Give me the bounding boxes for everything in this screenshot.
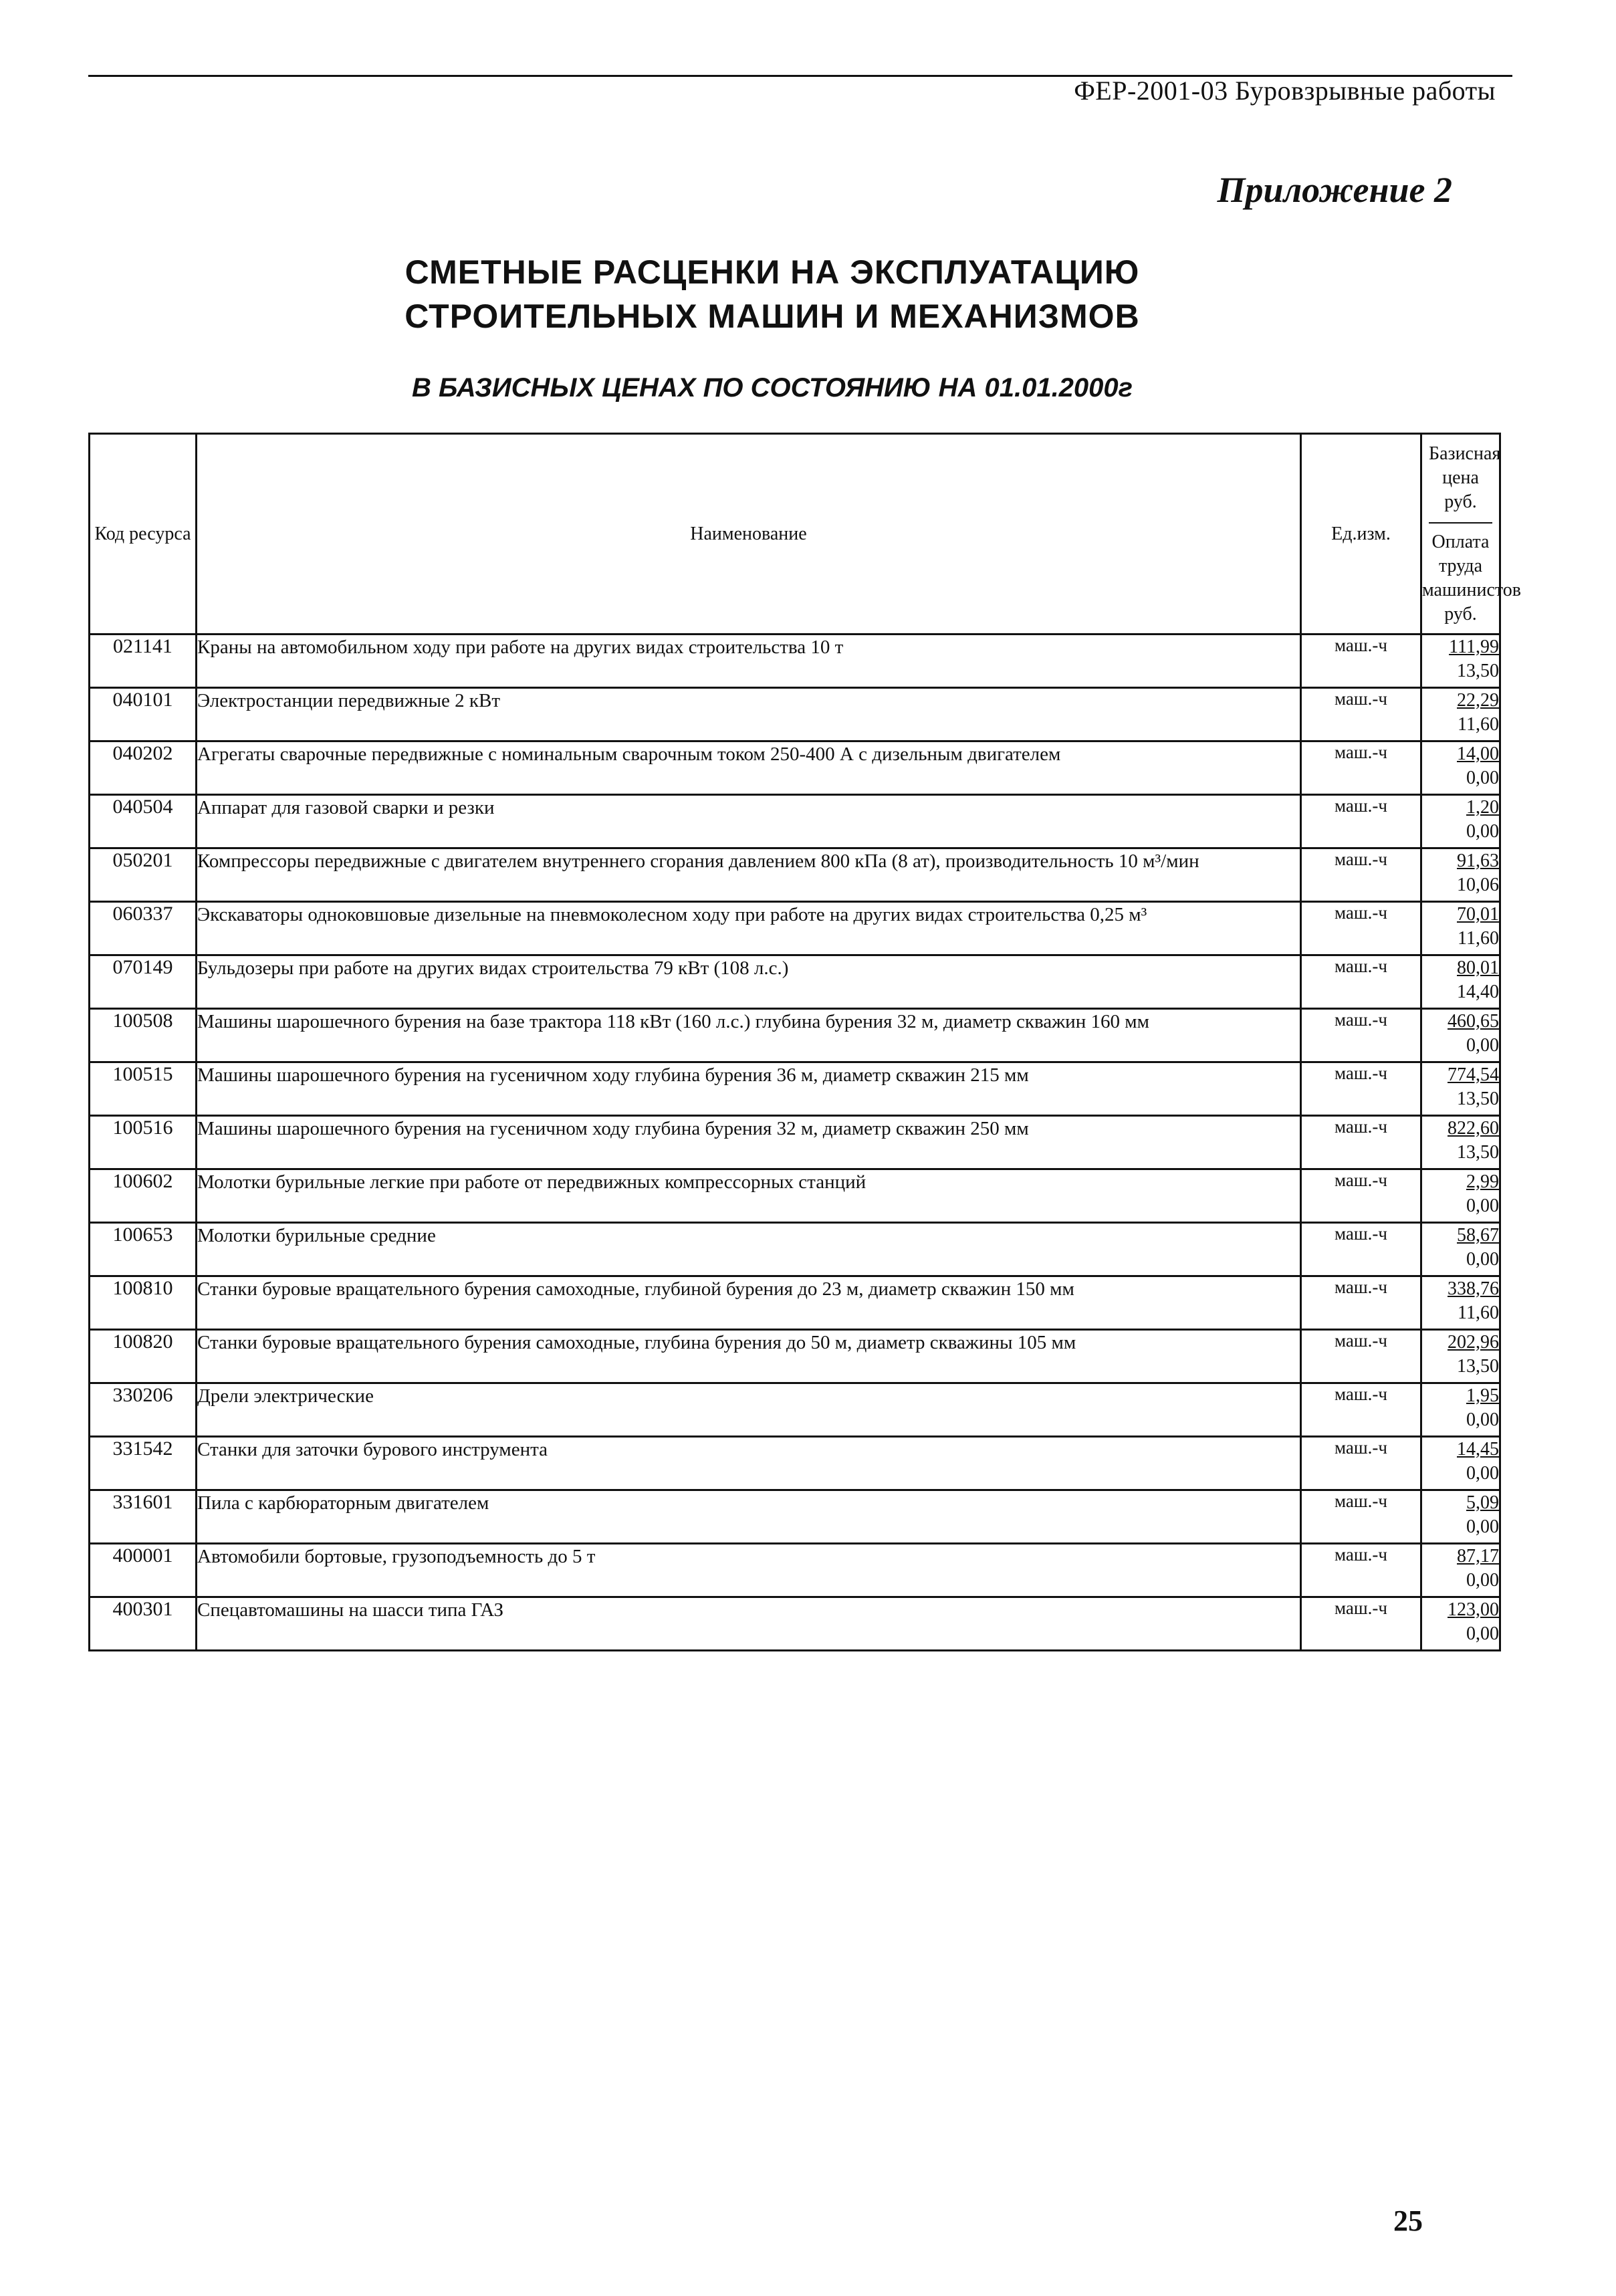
price-cell bbox=[1421, 1009, 1500, 1062]
resource-code: 100508 bbox=[90, 1009, 197, 1062]
resource-name: Бульдозеры при работе на других видах строительства 79 кВт (108 л.с.) bbox=[197, 955, 1301, 1009]
page-title-line-1: СМЕТНЫЕ РАСЦЕНКИ НА ЭКСПЛУАТАЦИЮ bbox=[405, 253, 1140, 291]
resource-code: 400001 bbox=[90, 1544, 197, 1597]
unit-of-measure: маш.-ч bbox=[1301, 1169, 1421, 1223]
resource-code: 040202 bbox=[90, 741, 197, 795]
unit-of-measure: маш.-ч bbox=[1301, 635, 1421, 688]
unit-of-measure: маш.-ч bbox=[1301, 1597, 1421, 1651]
price-cell bbox=[1421, 1383, 1500, 1437]
operator-wage: 0,00 bbox=[1466, 821, 1499, 842]
header-rule bbox=[88, 75, 1512, 77]
resource-name: Агрегаты сварочные передвижные с номинальным сварочным током 250-400 А с дизельным двигателем bbox=[197, 741, 1301, 795]
price-cell bbox=[1421, 688, 1500, 741]
operator-wage: 11,60 bbox=[1458, 714, 1499, 735]
appendix-label: Приложение 2 bbox=[1217, 170, 1452, 210]
resource-code: 100516 bbox=[90, 1116, 197, 1169]
header-name: Наименование bbox=[197, 434, 1301, 635]
unit-of-measure: маш.-ч bbox=[1301, 1437, 1421, 1490]
price-cell bbox=[1421, 1330, 1500, 1383]
header-unit: Ед.изм. bbox=[1301, 434, 1421, 635]
resource-code: 100653 bbox=[90, 1223, 197, 1276]
base-price: 338,76 bbox=[1448, 1278, 1499, 1299]
unit-of-measure: маш.-ч bbox=[1301, 848, 1421, 902]
price-cell bbox=[1421, 1544, 1500, 1597]
operator-wage: 0,00 bbox=[1466, 1249, 1499, 1270]
resource-code: 050201 bbox=[90, 848, 197, 902]
operator-wage: 0,00 bbox=[1466, 1409, 1499, 1430]
operator-wage: 0,00 bbox=[1466, 1195, 1499, 1216]
resource-name: Станки буровые вращательного бурения самоходные, глубина бурения до 50 м, диаметр скважины 105 мм bbox=[197, 1330, 1301, 1383]
unit-of-measure: маш.-ч bbox=[1301, 1490, 1421, 1544]
resource-name: Молотки бурильные средние bbox=[197, 1223, 1301, 1276]
resource-code: 040504 bbox=[90, 795, 197, 848]
price-cell bbox=[1421, 1597, 1500, 1651]
unit-of-measure: маш.-ч bbox=[1301, 955, 1421, 1009]
table-row bbox=[90, 1169, 1500, 1223]
unit-of-measure: маш.-ч bbox=[1301, 1116, 1421, 1169]
resource-code: 400301 bbox=[90, 1597, 197, 1651]
operator-wage: 13,50 bbox=[1457, 1088, 1499, 1109]
resource-code: 331542 bbox=[90, 1437, 197, 1490]
price-cell bbox=[1421, 1490, 1500, 1544]
resource-name: Машины шарошечного бурения на гусеничном ходу глубина бурения 32 м, диаметр скважин 250 мм bbox=[197, 1116, 1301, 1169]
resource-name: Пила с карбюраторным двигателем bbox=[197, 1490, 1301, 1544]
price-cell bbox=[1421, 902, 1500, 955]
operator-wage: 11,60 bbox=[1458, 928, 1499, 949]
operator-wage: 0,00 bbox=[1466, 768, 1499, 788]
running-header-title: ФЕР-2001-03 Буровзрывные работы bbox=[1074, 76, 1496, 106]
table-row bbox=[90, 1276, 1500, 1330]
operator-wage: 0,00 bbox=[1466, 1463, 1499, 1484]
resource-code: 040101 bbox=[90, 688, 197, 741]
base-price: 2,99 bbox=[1466, 1171, 1499, 1192]
base-price: 22,29 bbox=[1457, 690, 1499, 711]
base-price: 822,60 bbox=[1448, 1118, 1499, 1139]
base-price: 91,63 bbox=[1457, 850, 1499, 871]
price-cell bbox=[1421, 1276, 1500, 1330]
resource-name: Аппарат для газовой сварки и резки bbox=[197, 795, 1301, 848]
base-price: 80,01 bbox=[1457, 957, 1499, 978]
operator-wage: 13,50 bbox=[1457, 661, 1499, 681]
price-cell bbox=[1421, 1437, 1500, 1490]
resource-name: Машины шарошечного бурения на гусеничном ходу глубина бурения 36 м, диаметр скважин 215 мм bbox=[197, 1062, 1301, 1116]
unit-of-measure: маш.-ч bbox=[1301, 1383, 1421, 1437]
resource-code: 021141 bbox=[90, 635, 197, 688]
base-price: 460,65 bbox=[1448, 1011, 1499, 1032]
resource-name: Экскаваторы одноковшовые дизельные на пневмоколесном ходу при работе на других видах строительства 0,25 м³ bbox=[197, 902, 1301, 955]
base-price: 774,54 bbox=[1448, 1064, 1499, 1085]
page-number: 25 bbox=[1393, 2204, 1423, 2237]
resource-code: 060337 bbox=[90, 902, 197, 955]
operator-wage: 11,60 bbox=[1458, 1302, 1499, 1323]
page-title-line-2: СТРОИТЕЛЬНЫХ МАШИН И МЕХАНИЗМОВ bbox=[405, 298, 1140, 335]
table-row bbox=[90, 1223, 1500, 1276]
table-row bbox=[90, 1383, 1500, 1437]
base-price: 14,45 bbox=[1457, 1439, 1499, 1460]
header-base-price: Базисная цена руб. bbox=[1429, 442, 1492, 524]
table-row bbox=[90, 955, 1500, 1009]
resource-code: 100602 bbox=[90, 1169, 197, 1223]
price-cell bbox=[1421, 1169, 1500, 1223]
base-price: 202,96 bbox=[1448, 1332, 1499, 1353]
price-cell bbox=[1421, 1116, 1500, 1169]
header-wage: Оплата труда машинистов руб. bbox=[1422, 531, 1521, 624]
table-row bbox=[90, 688, 1500, 741]
table-row bbox=[90, 635, 1500, 688]
table-row bbox=[90, 1437, 1500, 1490]
price-cell bbox=[1421, 741, 1500, 795]
base-price: 87,17 bbox=[1457, 1546, 1499, 1567]
unit-of-measure: маш.-ч bbox=[1301, 902, 1421, 955]
page-subtitle: В БАЗИСНЫХ ЦЕНАХ ПО СОСТОЯНИЮ НА 01.01.2000г bbox=[411, 373, 1133, 403]
resource-code: 100515 bbox=[90, 1062, 197, 1116]
resource-name: Машины шарошечного бурения на базе трактора 118 кВт (160 л.с.) глубина бурения 32 м, диаметр скважин 160 мм bbox=[197, 1009, 1301, 1062]
resource-name: Электростанции передвижные 2 кВт bbox=[197, 688, 1301, 741]
base-price: 1,95 bbox=[1466, 1385, 1499, 1406]
table-row bbox=[90, 848, 1500, 902]
operator-wage: 0,00 bbox=[1466, 1623, 1499, 1644]
resource-name: Спецавтомашины на шасси типа ГАЗ bbox=[197, 1597, 1301, 1651]
operator-wage: 13,50 bbox=[1457, 1142, 1499, 1163]
table-row bbox=[90, 902, 1500, 955]
operator-wage: 0,00 bbox=[1466, 1570, 1499, 1591]
table-header-row bbox=[90, 434, 1500, 635]
resource-code: 070149 bbox=[90, 955, 197, 1009]
base-price: 5,09 bbox=[1466, 1492, 1499, 1513]
resource-code: 100820 bbox=[90, 1330, 197, 1383]
table-row bbox=[90, 1490, 1500, 1544]
resource-code: 100810 bbox=[90, 1276, 197, 1330]
unit-of-measure: маш.-ч bbox=[1301, 741, 1421, 795]
base-price: 58,67 bbox=[1457, 1225, 1499, 1246]
unit-of-measure: маш.-ч bbox=[1301, 1276, 1421, 1330]
table-row bbox=[90, 741, 1500, 795]
resource-name: Дрели электрические bbox=[197, 1383, 1301, 1437]
operator-wage: 0,00 bbox=[1466, 1035, 1499, 1056]
unit-of-measure: маш.-ч bbox=[1301, 688, 1421, 741]
resource-code: 331601 bbox=[90, 1490, 197, 1544]
unit-of-measure: маш.-ч bbox=[1301, 1544, 1421, 1597]
header-code: Код ресурса bbox=[90, 434, 197, 635]
operator-wage: 0,00 bbox=[1466, 1516, 1499, 1537]
unit-of-measure: маш.-ч bbox=[1301, 1009, 1421, 1062]
page-title bbox=[221, 250, 1324, 338]
table-row bbox=[90, 1009, 1500, 1062]
base-price: 70,01 bbox=[1457, 904, 1499, 925]
resource-code: 330206 bbox=[90, 1383, 197, 1437]
resource-name: Краны на автомобильном ходу при работе на других видах строительства 10 т bbox=[197, 635, 1301, 688]
price-cell bbox=[1421, 848, 1500, 902]
table-body bbox=[90, 635, 1500, 1651]
price-cell bbox=[1421, 1062, 1500, 1116]
resource-name: Станки буровые вращательного бурения самоходные, глубиной бурения до 23 м, диаметр скважин 150 мм bbox=[197, 1276, 1301, 1330]
table-row bbox=[90, 1597, 1500, 1651]
table-row bbox=[90, 1330, 1500, 1383]
resource-name: Автомобили бортовые, грузоподъемность до 5 т bbox=[197, 1544, 1301, 1597]
unit-of-measure: маш.-ч bbox=[1301, 1330, 1421, 1383]
table-row bbox=[90, 1544, 1500, 1597]
header-price bbox=[1421, 434, 1521, 635]
resource-name: Молотки бурильные легкие при работе от передвижных компрессорных станций bbox=[197, 1169, 1301, 1223]
base-price: 111,99 bbox=[1449, 637, 1499, 657]
unit-of-measure: маш.-ч bbox=[1301, 1223, 1421, 1276]
base-price: 14,00 bbox=[1457, 743, 1499, 764]
unit-of-measure: маш.-ч bbox=[1301, 1062, 1421, 1116]
base-price: 1,20 bbox=[1466, 797, 1499, 818]
rates-table bbox=[88, 433, 1521, 1651]
price-cell bbox=[1421, 635, 1500, 688]
operator-wage: 14,40 bbox=[1457, 982, 1499, 1002]
operator-wage: 13,50 bbox=[1457, 1356, 1499, 1377]
table-row bbox=[90, 795, 1500, 848]
price-cell bbox=[1421, 955, 1500, 1009]
resource-name: Компрессоры передвижные с двигателем внутреннего сгорания давлением 800 кПа (8 ат), производительность 10 м³/мин bbox=[197, 848, 1301, 902]
price-cell bbox=[1421, 795, 1500, 848]
operator-wage: 10,06 bbox=[1457, 875, 1499, 895]
base-price: 123,00 bbox=[1448, 1599, 1499, 1620]
price-cell bbox=[1421, 1223, 1500, 1276]
resource-name: Станки для заточки бурового инструмента bbox=[197, 1437, 1301, 1490]
unit-of-measure: маш.-ч bbox=[1301, 795, 1421, 848]
table-row bbox=[90, 1116, 1500, 1169]
table-row bbox=[90, 1062, 1500, 1116]
